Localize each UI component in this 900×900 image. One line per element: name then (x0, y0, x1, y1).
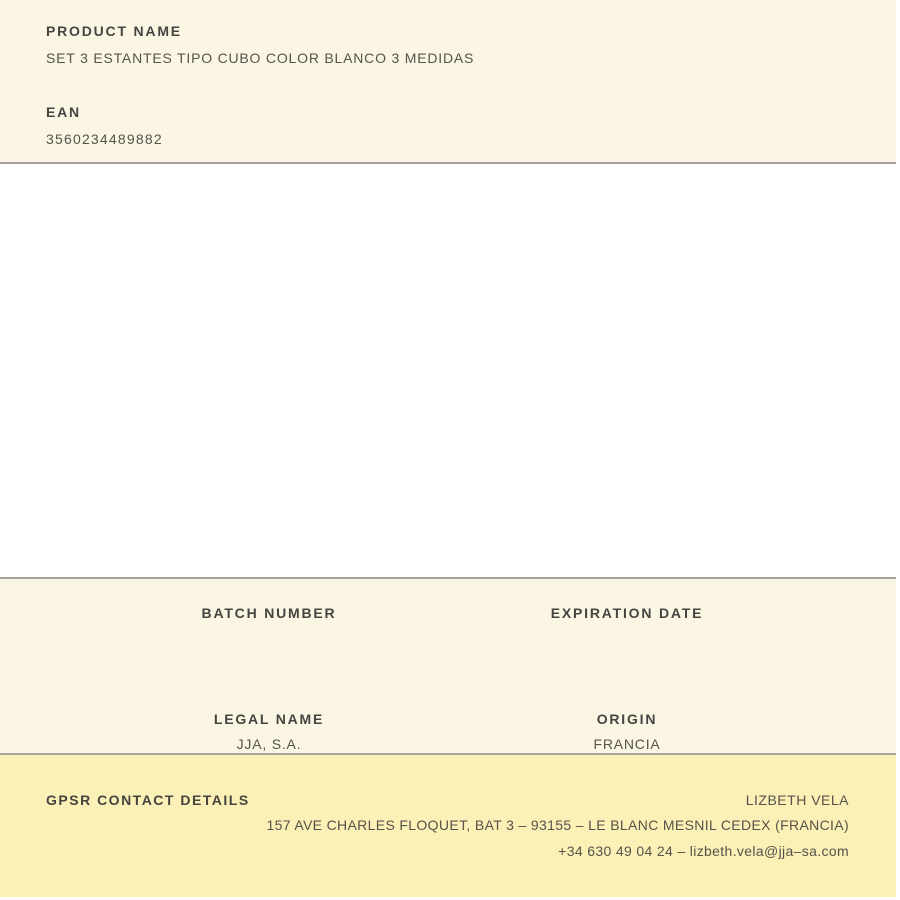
origin-value: FRANCIA (593, 736, 661, 752)
product-name-value: SET 3 ESTANTES TIPO CUBO COLOR BLANCO 3 MEDIDAS (46, 50, 475, 66)
contact-header-row (46, 791, 849, 809)
contact-phone-email: +34 630 49 04 24 – lizbeth.vela@jja–sa.com (558, 843, 849, 859)
legal-name-label: LEGAL NAME (213, 711, 325, 727)
batch-number-field (90, 604, 448, 647)
ean-value: 3560234489882 (46, 131, 163, 147)
product-info-section (0, 0, 896, 162)
ean-field (46, 103, 850, 148)
batch-expiration-row (90, 604, 806, 647)
product-name-field (46, 22, 850, 67)
expiration-date-field (448, 604, 806, 647)
product-image-area (0, 164, 896, 577)
legal-name-field (90, 710, 448, 753)
gpsr-contact-section (0, 755, 896, 897)
batch-number-label: BATCH NUMBER (201, 605, 337, 621)
ean-label: EAN (46, 104, 81, 120)
contact-address: 157 AVE CHARLES FLOQUET, BAT 3 – 93155 – LE BLANC MESNIL CEDEX (FRANCIA) (266, 817, 849, 833)
legal-name-value: JJA, S.A. (236, 736, 302, 752)
expiration-date-value (448, 629, 806, 647)
expiration-date-label: EXPIRATION DATE (550, 605, 704, 621)
batch-number-value (90, 629, 448, 647)
details-section (0, 579, 896, 753)
origin-field (448, 710, 806, 753)
origin-label: ORIGIN (596, 711, 658, 727)
product-name-label: PRODUCT NAME (46, 23, 182, 39)
gpsr-contact-title: GPSR CONTACT DETAILS (46, 792, 250, 808)
contact-name: LIZBETH VELA (745, 792, 849, 808)
legal-origin-row (90, 710, 806, 753)
